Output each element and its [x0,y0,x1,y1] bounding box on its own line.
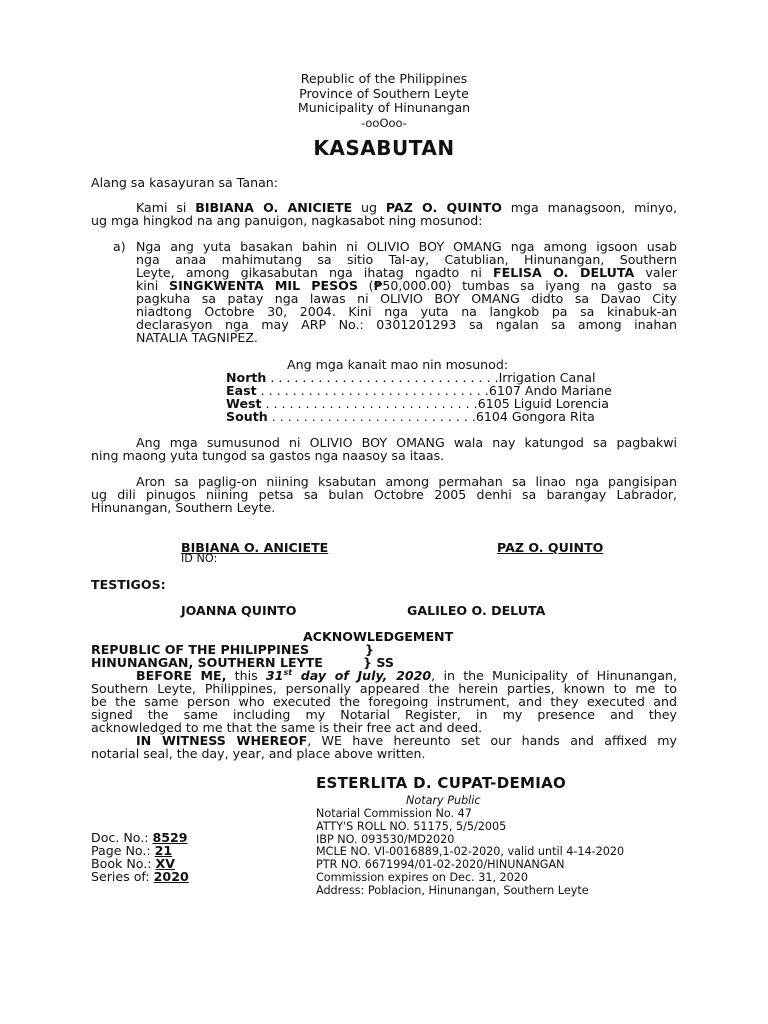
item-a-line: pagkuha sa patay nga lawas ni OLIVIO BOY OMANG didto sa Davao City [136,291,677,306]
venue-brace-1: } [365,642,374,657]
docket-doc-value: 8529 [152,830,188,845]
boundary-row-south: South . . . . . . . . . . . . . . . . . . . . . . . . . .6104 Gongora Rita [226,409,595,424]
ack-body-line: signed the same including my Notarial Register, in my presence and they [91,707,677,722]
venue-line-1: REPUBLIC OF THE PHILIPPINES [91,642,310,657]
successors-line-1: Ang mga sumusunod ni OLIVIO BOY OMANG wala nay katungod sa pagbakwi [136,435,677,450]
signatory-1-id: ID NO: [181,552,218,565]
recipient-name: FELISA O. DELUTA [492,265,635,280]
notary-ibp: IBP NO. 093530/MD2020 [316,832,455,846]
boundary-row-north: North . . . . . . . . . . . . . . . . . . . . . . . . . . . . .Irrigation Canal [226,370,596,385]
header-line-municipality: Municipality of Hinunangan [297,100,471,115]
document-header [0,72,768,130]
ack-body-line: BEFORE ME, this 31st day of July, 2020, in the Municipality of Hinunangan, [136,667,677,683]
venue-line-2: HINUNANGAN, SOUTHERN LEYTE [91,655,323,670]
party-name-2: PAZ O. QUINTO [385,200,502,215]
item-a-line: NATALIA TAGNIPEZ. [136,330,258,345]
ack-body-line: be the same person who executed the foregoing instrument, and they executed and [91,694,677,709]
notarial-date: 31st day of July, 2020 [265,667,432,683]
item-a-line: niadtong Octobre 30, 2004. Kini nga yuta na langkob pa sa kinabuk-an [136,304,677,319]
item-a-line: kini SINGKWENTA MIL PESOS (₱50,000.00) tumbas sa iyang na gasto sa [136,278,677,293]
notary-details [316,808,624,898]
boundaries-heading: Ang mga kanait mao nin mosunod: [287,357,509,372]
item-a-line: Nga ang yuta basakan bahin ni OLIVIO BOY OMANG nga among igsoon usab [136,239,677,254]
signatory-1-name: BIBIANA O. ANICIETE [181,540,329,555]
party-name-1: BIBIANA O. ANICIETE [195,200,353,215]
docket-page-value: 21 [154,843,173,858]
intro-line-1: Kami si BIBIANA O. ANICIETE ug PAZ O. QUINTO mga managsoon, minyo, [136,200,677,215]
docket-series-value: 2020 [153,869,189,884]
docket-series: Series of: 2020 [91,869,189,884]
item-a-line: declarasyon nga may ARP No.: 0301201293 sa ngalan sa among inahan [136,317,677,332]
salutation: Alang sa kasayuran sa Tanan: [91,175,279,190]
whereof-line-1: IN WITNESS WHEREOF, WE have hereunto set our hands and affixed my [136,733,677,748]
witnesses-label: TESTIGOS: [91,577,166,592]
agreement-line-2: ug dili pinugos niining petsa sa bulan Octobre 2005 denhi sa barangay Labrador, [91,487,677,502]
notary-name: ESTERLITA D. CUPAT-DEMIAO [316,774,567,792]
docket-book: Book No.: XV [91,856,175,871]
item-a-paragraph [136,240,677,344]
notary-mcle: MCLE NO. VI-0016889,1-02-2020, valid until 4-14-2020 [316,845,625,859]
notary-title: Notary Public [406,794,481,807]
item-a-marker: a) [113,239,126,254]
amount-words: SINGKWENTA MIL PESOS [169,278,358,293]
boundary-row-west: West . . . . . . . . . . . . . . . . . . . . . . . . . . .6105 Liguid Lorencia [226,396,609,411]
notary-ptr: PTR NO. 6671994/01-02-2020/HINUNANGAN [316,858,565,872]
boundaries-list [226,371,612,423]
docket-block [91,831,189,883]
agreement-line-3: Hinunangan, Southern Leyte. [91,500,276,515]
acknowledgement-heading: ACKNOWLEDGEMENT [303,629,454,644]
document-title: KASABUTAN [313,136,455,160]
item-a-line: nga anaa mahimutang sa sitio Tal-ay, Catublian, Hinunangan, Southern [136,252,677,267]
agreement-line-1: Aron sa paglig-on niining ksabutan among permahan sa linao nga pangisipan [136,474,677,489]
notary-commission: Notarial Commission No. 47 [316,807,472,820]
docket-book-value: XV [155,856,175,871]
boundary-row-east: East . . . . . . . . . . . . . . . . . . . . . . . . . . . . .6107 Ando Mariane [226,383,612,398]
notary-roll: ATTY'S ROLL NO. 51175, 5/5/2005 [316,819,507,833]
header-divider: -ooOoo- [361,115,407,130]
notary-address: Address: Poblacion, Hinunangan, Southern Leyte [316,883,589,897]
venue-brace-2: } SS [363,655,394,670]
header-line-republic: Republic of the Philippines [300,71,468,86]
ack-body-line: acknowledged to me that the same is their free act and deed. [91,720,483,735]
witness-1-name: JOANNA QUINTO [181,603,297,618]
acknowledgement-body [91,669,677,760]
docket-page: Page No.: 21 [91,843,173,858]
peso-sign: ₱ [373,278,383,293]
witness-2-name: GALILEO O. DELUTA [407,603,546,618]
notary-expiry: Commission expires on Dec. 31, 2020 [316,870,529,884]
whereof-line-2: notarial seal, the day, year, and place above written. [91,746,426,761]
docket-doc: Doc. No.: 8529 [91,830,188,845]
intro-line-2: ug mga hingkod na ang panuigon, nagkasabot ning mosunod: [91,213,483,228]
item-a-line: Leyte, among gikasabutan nga ihatag ngadto ni FELISA O. DELUTA valer [136,265,677,280]
signatory-2-name: PAZ O. QUINTO [497,540,604,555]
ack-body-line: Southern Leyte, Philippines, personally appeared the herein parties, known to me to [91,681,677,696]
successors-line-2: ning maong yuta tungod sa gastos nga naasoy sa itaas. [91,448,445,463]
header-line-province: Province of Southern Leyte [299,85,469,101]
